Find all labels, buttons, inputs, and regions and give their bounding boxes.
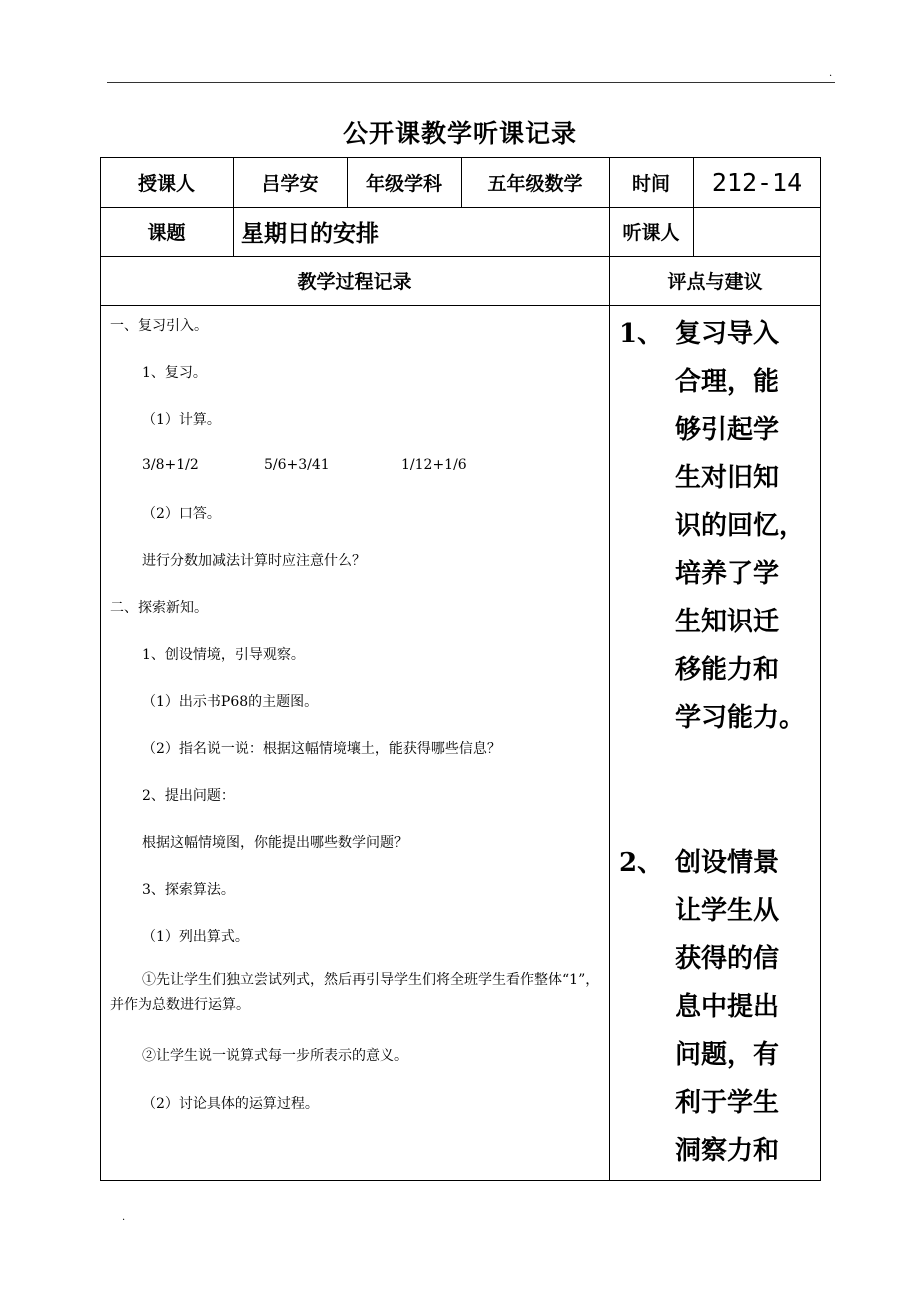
suggestion-line: 培养了学 <box>675 559 780 589</box>
row-divider <box>100 305 821 306</box>
suggestion-line: 问题，有 <box>675 1040 780 1070</box>
suggestion-line: 移能力和 <box>675 655 780 685</box>
suggestion-line: 学习能力。 <box>675 703 806 733</box>
topic-value: 星期日的安排 <box>241 220 379 247</box>
table-border-right <box>820 157 821 1181</box>
col-divider <box>609 157 610 1181</box>
explore-step: （2）指名说一说：根据这幅情境壤土，能获得哪些信息？ <box>142 741 501 757</box>
suggestion-line: 创设情景 <box>675 848 780 878</box>
explore-item: 3、探索算法。 <box>142 882 235 898</box>
suggestion-line: 复习导入 <box>675 319 780 349</box>
teacher-label: 授课人 <box>137 172 195 195</box>
suggestion-line: 息中提出 <box>675 992 780 1022</box>
section-explore: 二、探索新知。 <box>110 600 208 616</box>
grade-label: 年级学科 <box>365 172 442 195</box>
explore-question: 根据这幅情境图，你能提出哪些数学问题？ <box>142 835 408 851</box>
header-rule <box>107 82 835 83</box>
review-item: 1、复习。 <box>142 365 207 381</box>
time-label: 时间 <box>631 172 670 195</box>
suggestion-line: 合理，能 <box>675 367 780 397</box>
oral-question: 进行分数加减法计算时应注意什么？ <box>142 553 366 569</box>
suggestion-line: 获得的信 <box>675 944 780 974</box>
table-border-left <box>100 157 101 1181</box>
teacher-value: 吕学安 <box>261 172 319 195</box>
suggestion-line: 识的回忆， <box>675 511 806 541</box>
suggestion-line: 够引起学 <box>675 415 780 445</box>
oral-heading: （2）口答。 <box>142 506 221 522</box>
table-border-bottom <box>100 1180 821 1181</box>
page-title: 公开课教学听课记录 <box>342 119 577 148</box>
observer-label: 听课人 <box>622 222 680 244</box>
suggestion-number: 2、 <box>619 848 664 878</box>
calc-expression: 3/8+1/2 <box>142 457 199 473</box>
footer-mark: . <box>122 1212 126 1223</box>
suggestion-line: 洞察力和 <box>675 1136 780 1166</box>
comment-header: 评点与建议 <box>667 271 763 293</box>
calc-expression: 1/12+1/6 <box>401 457 467 473</box>
time-value: 212-14 <box>711 167 803 197</box>
suggestion-line: 生知识迁 <box>675 607 780 637</box>
explore-step: （1）出示书P68的主题图。 <box>142 694 319 710</box>
calc-heading: （1）计算。 <box>142 412 221 428</box>
calc-expression: 5/6+3/41 <box>264 457 330 473</box>
explore-item: 2、提出问题： <box>142 788 235 804</box>
grade-value: 五年级数学 <box>487 172 583 195</box>
explore-step: ②让学生说一说算式每一步所表示的意义。 <box>142 1048 408 1064</box>
explore-step: （1）列出算式。 <box>142 929 249 945</box>
explore-paragraph: ①先让学生们独立尝试列式，然后再引导学生们将全班学生看作整体“1”，并作为总数进行运算。 <box>110 972 600 1013</box>
suggestion-line: 利于学生 <box>675 1088 780 1118</box>
explore-step: （2）讨论具体的运算过程。 <box>142 1096 319 1112</box>
suggestion-number: 1、 <box>619 319 664 349</box>
topic-label: 课题 <box>147 222 186 244</box>
explore-item: 1、创设情境，引导观察。 <box>142 647 305 663</box>
observer-value <box>693 207 821 256</box>
header-mark: . <box>829 68 833 79</box>
suggestion-line: 让学生从 <box>675 896 780 926</box>
section-review: 一、复习引入。 <box>110 318 208 334</box>
process-header: 教学过程记录 <box>297 271 412 293</box>
suggestion-line: 生对旧知 <box>675 463 780 493</box>
